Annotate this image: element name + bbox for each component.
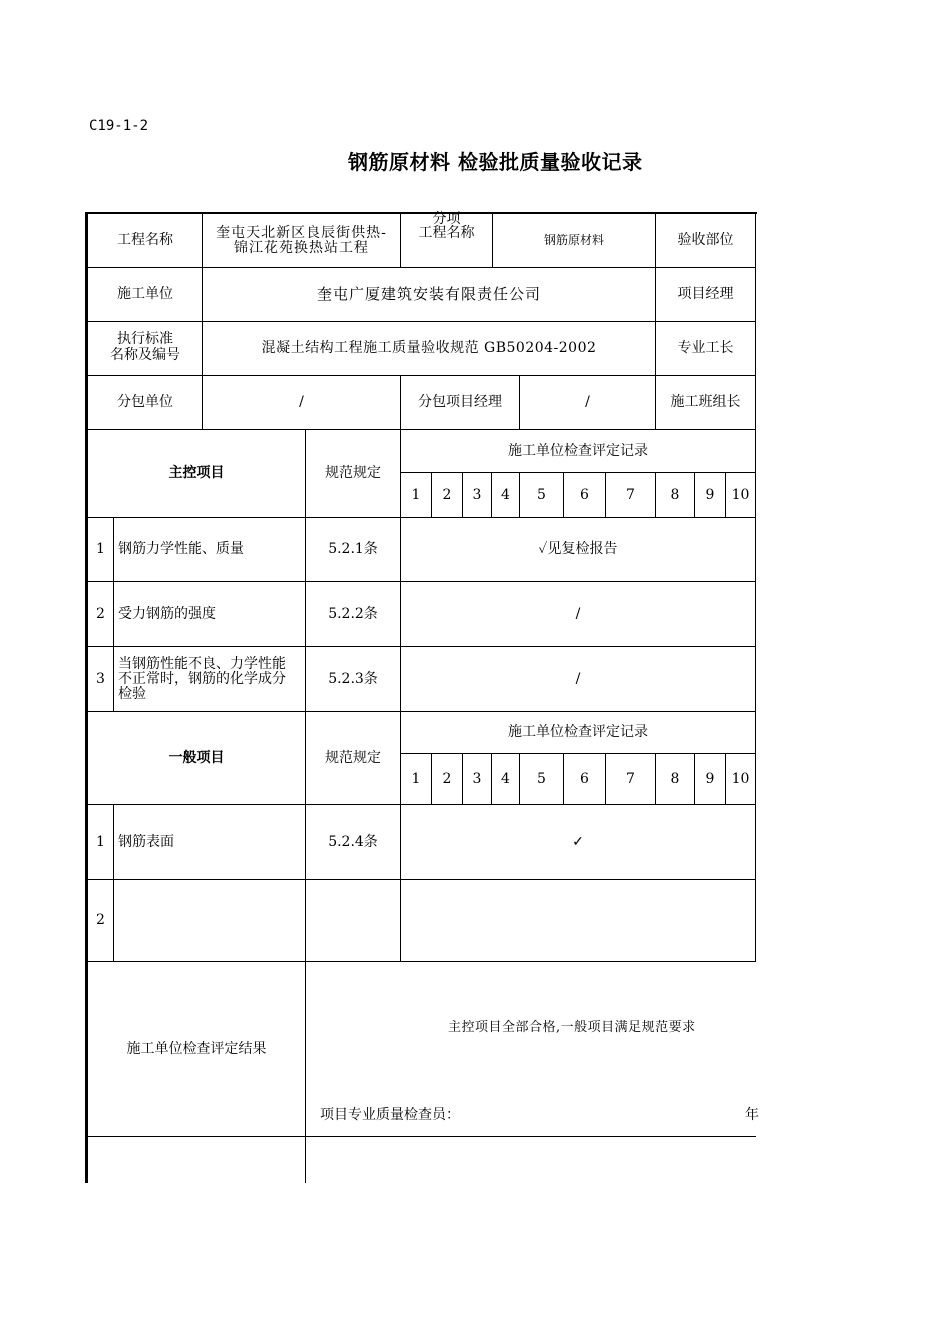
standard-label-line2: 名称及编号 [110, 346, 180, 363]
sub-project-value: 钢筋原材料 [543, 233, 604, 247]
column-number: 2 [442, 770, 452, 787]
team-leader-label: 施工班组长 [670, 394, 741, 410]
general-label: 一般项目 [168, 749, 225, 766]
main-row-spec: 5.2.1条 [328, 541, 378, 557]
sub-project-label: 工程名称 [418, 224, 475, 241]
column-number: 6 [580, 770, 589, 787]
column-number: 7 [626, 770, 635, 787]
general-row-record: ✓ [572, 833, 584, 850]
column-number: 8 [670, 486, 680, 503]
column-number: 5 [537, 770, 546, 787]
column-number: 2 [442, 486, 452, 503]
project-name-value: 奎屯天北新区良辰街供热-锦江花苑换热站工程 [216, 224, 387, 256]
column-number: 1 [411, 486, 421, 503]
general-record-label: 施工单位检查评定记录 [508, 724, 648, 740]
column-number: 7 [626, 486, 635, 503]
inspector-label: 项目专业质量检查员： [320, 1107, 460, 1123]
construction-unit-label: 施工单位 [117, 286, 173, 302]
project-name-label: 工程名称 [117, 232, 173, 248]
column-number: 3 [472, 486, 482, 503]
general-row-spec: 5.2.4条 [328, 833, 378, 850]
professional-foreman-label: 专业工长 [677, 340, 734, 356]
main-row-spec: 5.2.3条 [328, 670, 378, 687]
column-number: 4 [501, 770, 510, 787]
general-row-item [114, 880, 305, 961]
general-row-number: 1 [96, 833, 105, 850]
main-record-label: 施工单位检查评定记录 [508, 442, 648, 459]
form-code: C19-1-2 [89, 118, 149, 134]
general-row-item: 钢筋表面 [118, 833, 174, 850]
column-number: 6 [580, 486, 589, 503]
acceptance-part-label: 验收部位 [677, 232, 734, 248]
result-label: 施工单位检查评定结果 [126, 1040, 267, 1057]
main-control-label: 主控项目 [168, 465, 225, 481]
column-number: 3 [472, 770, 482, 787]
main-row-number: 3 [96, 670, 105, 687]
standard-label-line1: 执行标准 [117, 330, 173, 347]
column-number: 1 [411, 770, 421, 787]
general-row-spec [306, 880, 400, 961]
date-fragment: 年 [745, 1107, 759, 1123]
column-number: 9 [705, 486, 715, 503]
sub-project-label-top: 分项 [432, 211, 461, 227]
main-row-spec: 5.2.2条 [328, 605, 378, 622]
subcontract-unit-value: / [299, 394, 304, 410]
main-row-item: 受力钢筋的强度 [118, 605, 216, 622]
page-title: 钢筋原材料 检验批质量验收记录 [348, 150, 643, 174]
general-row-record [401, 880, 755, 961]
general-row-number: 2 [96, 912, 105, 928]
main-row-number: 1 [96, 541, 105, 557]
column-number: 10 [731, 770, 750, 787]
subcontract-manager-value: / [585, 394, 590, 410]
main-row-record: / [575, 605, 581, 622]
main-row-record: ✓见复检报告 [538, 541, 618, 557]
main-row-item: 钢筋力学性能、质量 [118, 541, 244, 557]
main-spec-label: 规范规定 [325, 465, 381, 481]
main-row-number: 2 [96, 605, 105, 622]
column-number: 4 [501, 486, 510, 503]
standard-value: 混凝土结构工程施工质量验收规范 GB50204-2002 [261, 340, 597, 356]
subcontract-unit-label: 分包单位 [117, 394, 173, 410]
result-conclusion: 主控项目全部合格,一般项目满足规范要求 [448, 1020, 696, 1035]
project-manager-label: 项目经理 [677, 286, 734, 302]
column-number: 10 [731, 486, 750, 503]
main-row-record: / [575, 670, 581, 687]
main-row-item: 当钢筋性能不良、力学性能不正常时，钢筋的化学成分检验 [118, 655, 286, 702]
subcontract-manager-label: 分包项目经理 [418, 394, 502, 410]
general-spec-label: 规范规定 [325, 749, 381, 766]
column-number: 9 [705, 770, 715, 787]
construction-unit-value: 奎屯广厦建筑安装有限责任公司 [316, 285, 541, 303]
column-number: 5 [537, 486, 546, 503]
column-number: 8 [670, 770, 680, 787]
